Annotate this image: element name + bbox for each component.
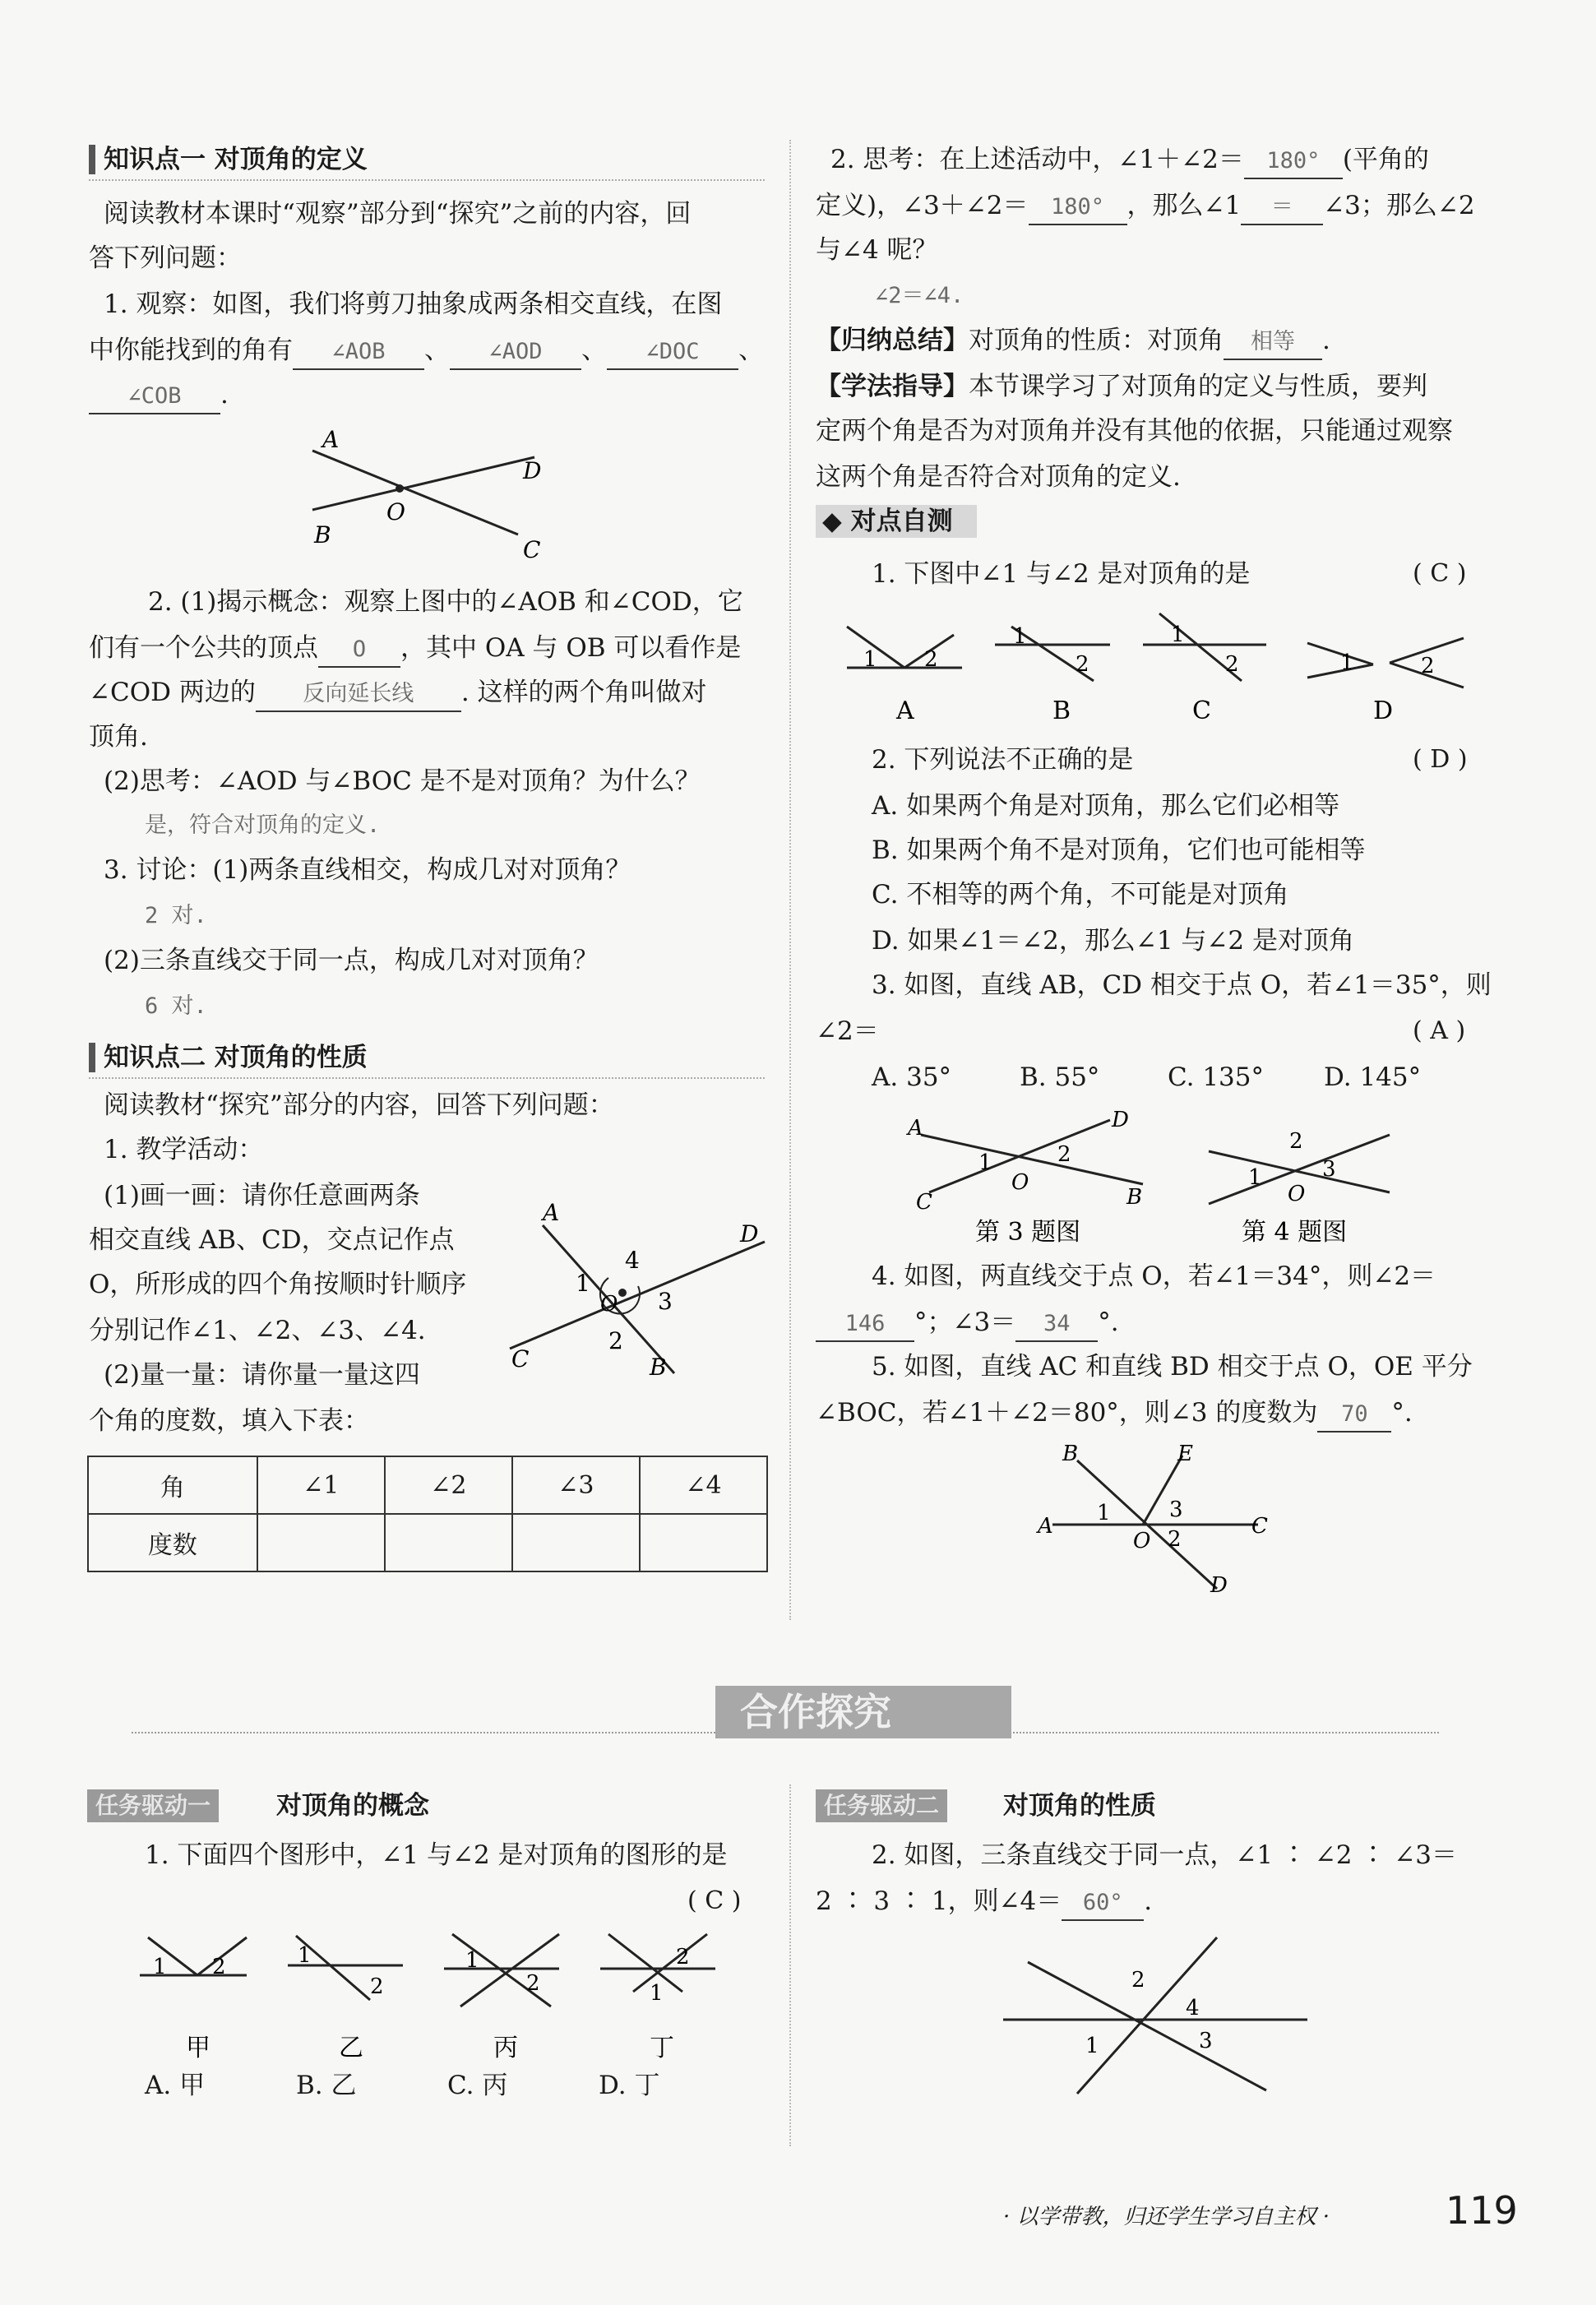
kp2-figure-ab-cd [493, 1192, 773, 1390]
q2-stem-d: . 这样的两个角叫做对 [460, 678, 707, 707]
summary-line [816, 324, 1330, 360]
fig3-line-ab [921, 1135, 1143, 1184]
sep: 、 [738, 336, 764, 365]
kp2-draw-4: 分别记作∠1、∠2、∠3、∠4. [89, 1316, 426, 1345]
label-a: A [1038, 1514, 1053, 1539]
think-stem-d: ，那么∠1 [1126, 191, 1242, 220]
label-2: 2 [370, 1974, 384, 1999]
label-b: B [1126, 1185, 1143, 1210]
label-a: A [543, 1199, 560, 1226]
label-b: B [314, 521, 331, 548]
label-1: 1 [576, 1270, 590, 1297]
label-2: 2 [1076, 652, 1089, 677]
kp1-figure-intersecting-lines [296, 419, 559, 567]
label-o: O [600, 1292, 618, 1317]
kp2-measure-1: (2)量一量：请你量一量这四 [104, 1360, 420, 1390]
kp2-draw-1: (1)画一画：请你任意画两条 [104, 1181, 420, 1210]
task1-figures [123, 1921, 765, 2069]
t4-end: °. [1098, 1308, 1119, 1337]
t3-option-d: D. 145° [1324, 1062, 1422, 1092]
opt-label-d: D [1373, 697, 1394, 725]
t3-choice: ( A ) [1413, 1016, 1466, 1045]
label-2: 2 [676, 1945, 690, 1969]
selftest-label: 对点自测 [850, 507, 953, 536]
label-d: D [523, 457, 542, 484]
kp2-title: 知识点二 对顶角的性质 [104, 1043, 368, 1072]
task2-question-line1: 2. 如图，三条直线交于同一点，∠1 ∶ ∠2 ∶ ∠3＝ [872, 1840, 1457, 1870]
kp1-q2-line3 [89, 676, 707, 712]
task1-tag: 任务驱动一 [87, 1789, 219, 1822]
fig-label-yi: 乙 [339, 2034, 363, 2062]
label-1: 1 [1097, 1501, 1111, 1525]
label-2: 2 [1289, 1129, 1303, 1154]
table-header-cell: ∠3 [512, 1456, 640, 1514]
q1-stem: 中你能找到的角有 [89, 336, 293, 365]
kp1-q2-line1: 2. (1)揭示概念：观察上图中的∠AOB 和∠COD，它 [148, 587, 743, 617]
summary-end: . [1322, 326, 1330, 355]
angle-measure-table [87, 1456, 768, 1572]
line-diagonal [1028, 1962, 1266, 2090]
label-1: 1 [978, 1150, 992, 1175]
label-1: 1 [1248, 1165, 1262, 1190]
t4-answer-1: 146 [816, 1308, 914, 1342]
q2-stem-b: ，其中 OA 与 OB 可以看作是 [400, 633, 742, 663]
t4-question-line2 [816, 1306, 1119, 1342]
table-header-cell: ∠4 [640, 1456, 767, 1514]
kp2-activity: 1. 教学活动： [104, 1135, 264, 1164]
task1-title: 对顶角的概念 [276, 1791, 429, 1821]
q1-answer-2: ∠AOD [450, 336, 581, 370]
sep: 、 [424, 336, 450, 365]
summary-text: 对顶角的性质：对顶角 [969, 326, 1224, 355]
label-2: 2 [608, 1327, 623, 1354]
page-number: 119 [1446, 2188, 1518, 2233]
table-cell [257, 1514, 385, 1571]
kp2-measure-2: 个角的度数，填入下表： [89, 1406, 369, 1436]
kp1-q2-part2-answer: 是，符合对顶角的定义. [145, 812, 381, 838]
task1-option-b: B. 乙 [296, 2071, 357, 2100]
guide-line3: 这两个角是否符合对顶角的定义. [816, 462, 1181, 492]
table-cell [512, 1514, 640, 1571]
guide-text: 本节课学习了对顶角的定义与性质，要判 [969, 372, 1427, 401]
label-o: O [386, 498, 405, 525]
think-answer-2: 180° [1029, 191, 1127, 225]
label-c: C [916, 1190, 932, 1215]
task2-title: 对顶角的性质 [1003, 1791, 1156, 1821]
think-stem-c: 定义)，∠3＋∠2＝ [816, 191, 1029, 220]
fig-label-bing: 丙 [493, 2034, 518, 2062]
task1-option-c: C. 丙 [447, 2071, 508, 2100]
kp2-draw-3: O，所形成的四个角按顺时针顺序 [89, 1270, 467, 1299]
t3-option-c: C. 135° [1168, 1062, 1264, 1092]
kp1-intro1: 阅读教材本课时“观察”部分到“探究”之前的内容，回 [104, 199, 692, 229]
q1-answer-3: ∠DOC [607, 336, 738, 370]
fig3-caption: 第 3 题图 [975, 1218, 1081, 1247]
think-line2 [816, 189, 1475, 225]
label-1: 1 [465, 1948, 479, 1973]
task2-tag: 任务驱动二 [816, 1789, 947, 1822]
kp1-q1-line2 [89, 334, 764, 370]
label-o: O [1288, 1182, 1306, 1206]
task1-option-d: D. 丁 [599, 2071, 660, 2100]
t2-choice: ( D ) [1413, 745, 1468, 774]
kp1-q2-line4: 顶角. [89, 722, 148, 752]
label-b: B [1062, 1444, 1079, 1466]
kp1-q1-line3 [89, 378, 229, 414]
t3-t4-figures [896, 1102, 1521, 1250]
t3-option-a: A. 35° [872, 1062, 952, 1092]
label-o: O [1133, 1529, 1151, 1553]
q2-answer-vertex: O [318, 633, 400, 668]
think-answer-3: ＝ [1241, 191, 1323, 225]
label-1: 1 [1013, 624, 1027, 649]
period: . [220, 380, 229, 410]
label-d: D [1112, 1108, 1129, 1132]
table-cell [640, 1514, 767, 1571]
t4-question-line1: 4. 如图，两直线交于点 O，若∠1＝34°，则∠2＝ [872, 1261, 1436, 1291]
opt-label-c: C [1192, 697, 1211, 725]
kp1-title: 知识点一 对顶角的定义 [104, 145, 368, 174]
task1-choice: ( C ) [687, 1886, 742, 1915]
label-1: 1 [1171, 623, 1185, 647]
task1-question: 1. 下面四个图形中，∠1 与∠2 是对顶角的图形的是 [145, 1840, 728, 1870]
t1-options-figure [830, 602, 1554, 725]
think-line3: 与∠4 呢？ [816, 235, 938, 265]
column-divider [789, 140, 791, 1620]
kp2-intro: 阅读教材“探究”部分的内容，回答下列问题： [104, 1090, 614, 1120]
t4-answer-2: 34 [1015, 1308, 1098, 1342]
point-o [396, 484, 404, 493]
guide-tag: 【学法指导】 [816, 372, 969, 401]
label-2: 2 [1057, 1142, 1071, 1167]
label-3: 3 [1199, 2029, 1213, 2053]
think-stem-a: 2. 思考：在上述活动中，∠1＋∠2＝ [830, 145, 1244, 174]
t4-stem: °；∠3＝ [914, 1308, 1016, 1337]
label-2: 2 [526, 1971, 540, 1996]
table-cell: 度数 [88, 1514, 257, 1571]
q2-stem-c: ∠COD 两边的 [89, 678, 256, 707]
t5-end: °. [1391, 1398, 1413, 1428]
think-answer-1: 180° [1244, 145, 1343, 179]
heading-bar [89, 145, 95, 174]
label-2: 2 [212, 1955, 226, 1979]
heading-bar [89, 1043, 95, 1072]
kp1-q3-part1: 3. 讨论：(1)两条直线相交，构成几对对顶角？ [104, 855, 631, 885]
t2-option-b: B. 如果两个角不是对顶角，它们也可能相等 [872, 835, 1366, 865]
coop-banner: 合作探究 [740, 1690, 891, 1734]
task2-stem: 2 ∶ 3 ∶ 1，则∠4＝ [816, 1886, 1062, 1916]
label-1: 1 [863, 647, 877, 672]
table-header-cell: ∠1 [257, 1456, 385, 1514]
label-3: 3 [1322, 1157, 1336, 1182]
kp1-intro2: 答下列问题： [89, 243, 242, 273]
label-a: A [908, 1116, 923, 1141]
opt-label-b: B [1052, 697, 1071, 725]
think-answer-4: ∠2＝∠4. [875, 283, 965, 308]
guide-line2: 定两个角是否为对顶角并没有其他的依据，只能通过观察 [816, 416, 1453, 446]
label-4: 4 [1186, 1996, 1200, 2020]
table-header-cell: ∠2 [385, 1456, 512, 1514]
table-row [88, 1456, 767, 1514]
fig-label-ding: 丁 [650, 2034, 674, 2062]
t3-question-line2: ∠2＝ [816, 1016, 879, 1046]
label-1: 1 [650, 1981, 664, 2006]
column-divider [789, 1784, 791, 2146]
think-line1 [830, 143, 1429, 179]
table-cell [385, 1514, 512, 1571]
think-stem-b: (平角的 [1342, 145, 1429, 174]
q1-answer-4: ∠COB [89, 380, 220, 414]
kp1-q2-line2 [89, 632, 741, 668]
q2-stem-a: 们有一个公共的顶点 [89, 633, 318, 663]
label-2: 2 [924, 647, 938, 672]
summary-tag: 【归纳总结】 [816, 326, 969, 355]
kp2-draw-2: 相交直线 AB、CD，交点记作点 [89, 1225, 455, 1255]
summary-answer: 相等 [1224, 326, 1322, 360]
label-3: 3 [1169, 1497, 1183, 1522]
q1-answer-1: ∠AOB [293, 336, 424, 370]
t5-question-line1: 5. 如图，直线 AC 和直线 BD 相交于点 O，OE 平分 [872, 1352, 1473, 1382]
opt-label-a: A [896, 697, 914, 725]
kp1-q1-line1: 1. 观察：如图，我们将剪刀抽象成两条相交直线，在图 [104, 289, 723, 319]
kp1-q3-part2-answer: 6 对. [145, 993, 207, 1019]
t5-question-line2 [816, 1396, 1413, 1433]
table-row [88, 1514, 767, 1571]
label-1: 1 [1340, 650, 1354, 675]
label-2: 2 [1168, 1527, 1182, 1552]
label-a: A [322, 426, 340, 453]
t5-figure [1028, 1444, 1307, 1600]
fig-label-jia: 甲 [186, 2034, 210, 2062]
t2-question: 2. 下列说法不正确的是 [872, 745, 1134, 775]
divider [89, 1077, 765, 1079]
task2-figure-three-lines [995, 1929, 1324, 2102]
label-c: C [523, 536, 541, 563]
label-e: E [1177, 1444, 1193, 1466]
label-2: 2 [1421, 654, 1435, 678]
t3-option-b: B. 55° [1020, 1062, 1100, 1092]
kp1-q3-part1-answer: 2 对. [145, 903, 207, 928]
think-stem-e: ∠3；那么∠2 [1323, 191, 1475, 220]
point-o [618, 1289, 627, 1297]
task1-option-a: A. 甲 [145, 2071, 206, 2100]
label-d: D [1210, 1573, 1228, 1598]
label-2: 2 [1131, 1968, 1145, 1993]
label-c: C [1251, 1514, 1268, 1539]
table-header-cell: 角 [88, 1456, 257, 1514]
label-3: 3 [658, 1288, 673, 1315]
t1-question: 1. 下图中∠1 与∠2 是对顶角的是 [872, 559, 1251, 589]
guide-line1 [816, 370, 1427, 403]
line-ac [312, 451, 518, 535]
t1-choice: ( C ) [1413, 559, 1467, 588]
t2-option-c: C. 不相等的两个角，不可能是对顶角 [872, 880, 1289, 910]
q2-answer-extension: 反向延长线 [256, 678, 461, 712]
label-b: B [650, 1354, 667, 1381]
t5-answer: 70 [1317, 1398, 1391, 1433]
selftest-title: ◆ 对点自测 [822, 507, 953, 536]
label-2: 2 [1225, 652, 1239, 677]
fig4-caption: 第 4 题图 [1242, 1218, 1348, 1247]
label-1: 1 [298, 1943, 312, 1968]
t5-stem: ∠BOC，若∠1＋∠2＝80°，则∠3 的度数为 [816, 1398, 1318, 1428]
kp1-q3-part2: (2)三条直线交于同一点，构成几对对顶角？ [104, 946, 599, 975]
divider [89, 179, 765, 181]
sep: 、 [581, 336, 607, 365]
label-1: 1 [1085, 2034, 1099, 2058]
label-d: D [740, 1220, 759, 1247]
t2-option-d: D. 如果∠1＝∠2，那么∠1 与∠2 是对顶角 [872, 926, 1354, 956]
kp1-q2-part2: (2)思考：∠AOD 与∠BOC 是不是对顶角？为什么？ [104, 766, 701, 796]
task2-answer: 60° [1062, 1886, 1144, 1921]
label-1: 1 [153, 1955, 167, 1979]
footer-slogan: · 以学带教，归还学生学习自主权 · [1003, 2205, 1330, 2229]
label-4: 4 [625, 1247, 640, 1274]
t2-option-a: A. 如果两个角是对顶角，那么它们必相等 [872, 791, 1340, 821]
t3-question-line1: 3. 如图，直线 AB，CD 相交于点 O，若∠1＝35°，则 [872, 970, 1492, 1000]
task2-end: . [1144, 1886, 1153, 1916]
task2-question-line2 [816, 1885, 1152, 1921]
label-o: O [1011, 1170, 1029, 1195]
label-c: C [511, 1345, 530, 1372]
